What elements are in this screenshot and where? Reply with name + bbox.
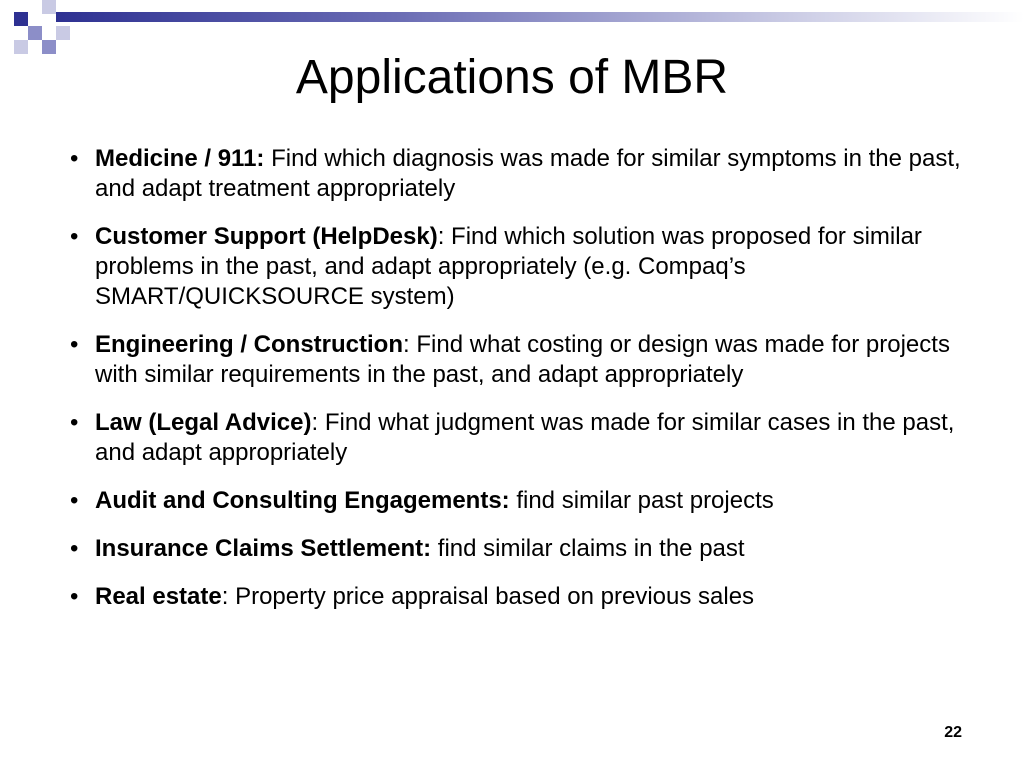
bullet-glyph: • (70, 583, 79, 610)
bullet-list (70, 144, 980, 630)
bullet-term: Real estate (95, 583, 222, 610)
bullet-term: Law (Legal Advice) (95, 409, 312, 436)
bullet-term: Customer Support (HelpDesk) (95, 223, 438, 250)
bullet-glyph: • (70, 223, 79, 250)
slide-title: Applications of MBR (295, 51, 729, 104)
bullet-term: Audit and Consulting Engagements: (95, 487, 510, 514)
bullet-text: : Find what costing or design was made for projects with similar requirements in the past, and adapt appropriately (95, 331, 950, 388)
bullet-term: Medicine / 911: (95, 145, 265, 172)
bullet-item-medicine (70, 144, 980, 204)
bullet-text: : Property price appraisal based on previous sales (221, 583, 755, 610)
decor-square (42, 0, 56, 14)
bullet-item-customer-support (70, 222, 980, 312)
bullet-glyph: • (70, 331, 79, 358)
decor-square (56, 26, 70, 40)
decor-square (14, 12, 28, 26)
bullet-item-insurance (70, 534, 980, 564)
bullet-item-audit (70, 486, 980, 516)
bullet-text: : Find what judgment was made for similar cases in the past, and adapt appropriately (95, 409, 955, 466)
bullet-item-engineering (70, 330, 980, 390)
bullet-item-law (70, 408, 980, 468)
bullet-term: Insurance Claims Settlement: (95, 535, 432, 562)
bullet-glyph: • (70, 487, 79, 514)
bullet-glyph: • (70, 409, 79, 436)
bullet-text: Find which diagnosis was made for similar symptoms in the past, and adapt treatment appropriately (95, 145, 961, 202)
bullet-item-real-estate (70, 582, 980, 612)
bullet-term: Engineering / Construction (95, 331, 404, 358)
title-gradient-bar (56, 12, 1024, 22)
decor-square (28, 26, 42, 40)
bullet-text: find similar past projects (509, 487, 774, 514)
bullet-text: : Find which solution was proposed for similar problems in the past, and adapt appropriately (e.g. Compaq’s SMART/QUICKSOURCE system) (95, 223, 922, 310)
bullet-text: find similar claims in the past (431, 535, 745, 562)
bullet-glyph: • (70, 535, 79, 562)
page-number: 22 (944, 724, 962, 741)
bullet-glyph: • (70, 145, 79, 172)
